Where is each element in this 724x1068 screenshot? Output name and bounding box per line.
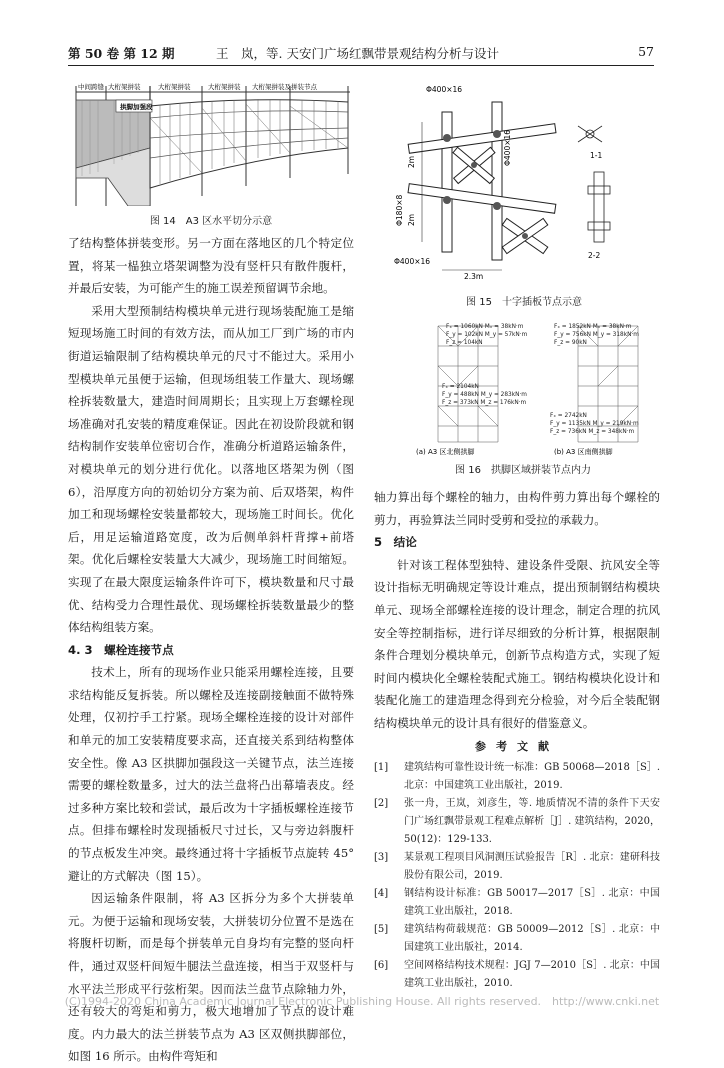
fig15-label-1: Φ400×16 — [426, 85, 463, 94]
fig14-label-5: 大桁架拼装 — [208, 83, 241, 91]
section-5-heading: 5 结论 — [374, 535, 417, 550]
references-heading: 参考文献 — [475, 739, 559, 753]
fig15-label-6: 2m — [407, 213, 416, 226]
running-header — [68, 44, 654, 62]
fig14-label-1: 中间跨缝 — [78, 83, 104, 91]
fig15-label-7: 2.3m — [464, 272, 484, 281]
left-paragraph-4: 因运输条件限制，将 A3 区拆分为多个大拼装单元。为便于运输和现场安装，大拼装切分位置不是选在将腹杆切断，而是每个拼装单元自身均有完整的竖向杆件，通过双竖杆间短牛腿法兰盘连接，相当于双竖杆与水平法兰形成平行弦桁架。因而法兰盘节点除轴力外，还有较大的弯矩和剪力，极大地增加了节点的设计难度。内力最大的法兰拼装节点为 A3 区双侧拱脚部位，如图 16 所示。由构件弯矩和 — [68, 891, 354, 1064]
reference-text: 建筑结构荷载规范：GB 50009—2012［S］. 北京：中国建筑工业出版社，2014. — [404, 923, 660, 953]
reference-item — [374, 849, 660, 885]
reference-item — [374, 759, 660, 795]
reference-text: 张一舟，王岚，刘彦生，等. 地质情况不清的条件下天安门广场红飘带景观工程难点解析［J］. 建筑结构，2020，50(12)：129-133. — [404, 797, 660, 845]
reference-text: 钢结构设计标准：GB 50017—2017［S］. 北京：中国建筑工业出版社，2018. — [404, 887, 660, 917]
reference-text: 某景观工程项目风洞测压试验报告［R］. 北京：建研科技股份有限公司，2019. — [404, 851, 660, 881]
fig15-label-5: 2m — [407, 155, 416, 168]
fig16-force-1c: F_z = 104kN — [446, 340, 483, 346]
right-paragraph-1: 轴力算出每个螺栓的轴力，由构件剪力算出每个螺栓的剪力，再验算法兰同时受剪和受拉的承载力。 — [374, 490, 660, 527]
fig16-force-4a: Fₓ = 2742kN — [550, 413, 587, 419]
reference-number: [6] — [374, 959, 389, 971]
reference-item — [374, 957, 660, 993]
reference-number: [1] — [374, 761, 389, 773]
fig15-label-9: 2-2 — [588, 251, 601, 260]
fig14-label-6: 大桁架拼装及拼装节点 — [252, 83, 317, 91]
right-column — [374, 486, 660, 993]
figure-14-caption: 图 14 A3 区水平切分示意 — [149, 216, 273, 227]
reference-text: 建筑结构可靠性设计统一标准：GB 50068—2018［S］. 北京：中国建筑工业出版社，2019. — [404, 761, 660, 791]
fig14-label-3: 拱脚加强段 — [120, 103, 153, 111]
section-4-3-heading: 4. 3 螺栓连接节点 — [68, 642, 174, 657]
page-number: 57 — [638, 44, 654, 59]
figure-16-diagram — [386, 316, 660, 456]
fig16-force-4b: F_y = 1135kN M_y = 219kN·m — [550, 421, 639, 427]
fig16-force-4c: F_z = 736kN M_z = 348kN·m — [550, 429, 635, 435]
left-column — [68, 232, 354, 1068]
reference-item — [374, 885, 660, 921]
fig16-subcaption-a: (a) A3 区北侧拱脚 — [416, 448, 475, 456]
journal-volume: 第 50 卷 第 12 期 — [68, 46, 175, 61]
fig16-force-3a: Fₓ = 2104kN — [442, 384, 479, 390]
reference-text: 空间网格结构技术规程：JGJ 7—2010［S］. 北京：中国建筑工业出版社，2010. — [404, 959, 660, 989]
figure-15-diagram — [388, 82, 660, 282]
header-rule — [68, 65, 654, 66]
reference-item — [374, 921, 660, 957]
figure-14-diagram — [68, 78, 354, 206]
fig16-force-1a: Fₓ = 1060kN Mₓ = 38kN·m — [446, 324, 524, 330]
reference-number: [4] — [374, 887, 389, 899]
fig16-force-3b: F_y = 488kN M_y = 283kN·m — [442, 392, 527, 398]
fig15-label-4: Φ400×16 — [394, 257, 431, 266]
fig15-label-3: Φ180×8 — [395, 194, 404, 226]
left-paragraph-1: 了结构整体拼装变形。另一方面在落地区的几个特定位置，将某一榀独立塔架调整为没有竖杆只有散件腹杆，并最后安装，为可能产生的施工误差预留调节余地。 — [68, 236, 354, 296]
running-title: 王 岚，等. 天安门广场红飘带景观结构分析与设计 — [216, 46, 499, 61]
figure-16-caption: 图 16 拱脚区域拼装节点内力 — [455, 465, 591, 476]
reference-number: [5] — [374, 923, 389, 935]
reference-item — [374, 795, 660, 849]
fig16-force-2c: F_z = 90kN — [554, 340, 587, 346]
fig16-force-2a: Fₓ = 1852kN Mₓ = 38kN·m — [554, 324, 632, 330]
fig14-label-2: 大桁架拼装 — [108, 83, 141, 91]
fig16-subcaption-b: (b) A3 区南侧拱脚 — [554, 448, 613, 456]
reference-number: [3] — [374, 851, 389, 863]
copyright-footer: (C)1994-2020 China Academic Journal Electronic Publishing House. All rights reserved. http://www.cnki.net — [64, 995, 660, 1008]
fig16-force-3c: F_z = 373kN M_z = 176kN·m — [442, 400, 527, 406]
reference-number: [2] — [374, 797, 389, 809]
fig14-label-4: 大桁架拼装 — [158, 83, 191, 91]
fig15-label-8: 1-1 — [590, 151, 603, 160]
fig15-label-2: Φ400×16 — [503, 129, 512, 166]
left-paragraph-3: 技术上，所有的现场作业只能采用螺栓连接，且要求结构能反复拆装。所以螺栓及连接副接触面不做特殊处理，仅初拧手工拧紧。现场全螺栓连接的设计对部件和单元的加工安装精度要求高，还直接关系到结构整体安全性。像 A3 区拱脚加强段这一关键节点，法兰连接需要的螺栓数量多，过大的法兰盘将凸出幕墙表皮。经过多种方案比较和尝试，最后改为十字插板螺栓连接节点。但排布螺栓时发现插板尺寸过长，又与旁边斜腹杆的节点板发生冲突。最终通过将十字插板节点旋转 45°避让的方式解决（图 15）。 — [68, 665, 354, 883]
figure-15-caption: 图 15 十字插板节点示意 — [466, 297, 582, 308]
fig16-force-2b: F_y = 756kN M_y = 318kN·m — [554, 332, 639, 338]
conclusion-paragraph: 针对该工程体型独特、建设条件受限、抗风安全等设计指标无明确规定等设计难点，提出预制钢结构模块单元、现场全部螺栓连接的设计理念，制定合理的抗风安全等控制指标，进行详尽细致的分析计算，根据限制条件合理划分模块单元，创新节点构造方式，实现了短时间内模块化全螺栓装配式施工。钢结构模块化设计和装配化施工的建造理念得到充分检验，对今后全装配钢结构模块单元的设计具有很好的借鉴意义。 — [374, 557, 660, 730]
fig16-force-1b: F_y = 102kN M_y = 57kN·m — [446, 332, 528, 338]
left-paragraph-2: 采用大型预制结构模块单元进行现场装配施工是缩短现场施工时间的有效方法，而从加工厂到广场的市内街道运输限制了结构模块单元的尺寸不能过大。采用小型模块单元虽便于运输，但现场组装工作量大、现场螺栓拆装数量大，建造时间周期长；且实现上万套螺栓现场准确对孔安装的精度难保证。因此在初设阶段就和钢结构制作安装单位密切合作，准确分析道路运输条件，对模块单元的划分进行优化。以落地区塔架为例（图 6），沿厚度方向的初始切分方案为前、后双塔架，构件加工和现场螺栓安装量都较大，现场施工时间长。优化后，用足运输道路宽度，改为后侧单斜杆背撑+前塔架。优化后螺栓安装量大大减少，现场施工时间缩短。实现了在最大限度运输条件许可下，模块数量和尺寸最优、结构受力合理性最优、现场螺栓拆装数量最少的整体结构组装方案。 — [68, 303, 354, 635]
